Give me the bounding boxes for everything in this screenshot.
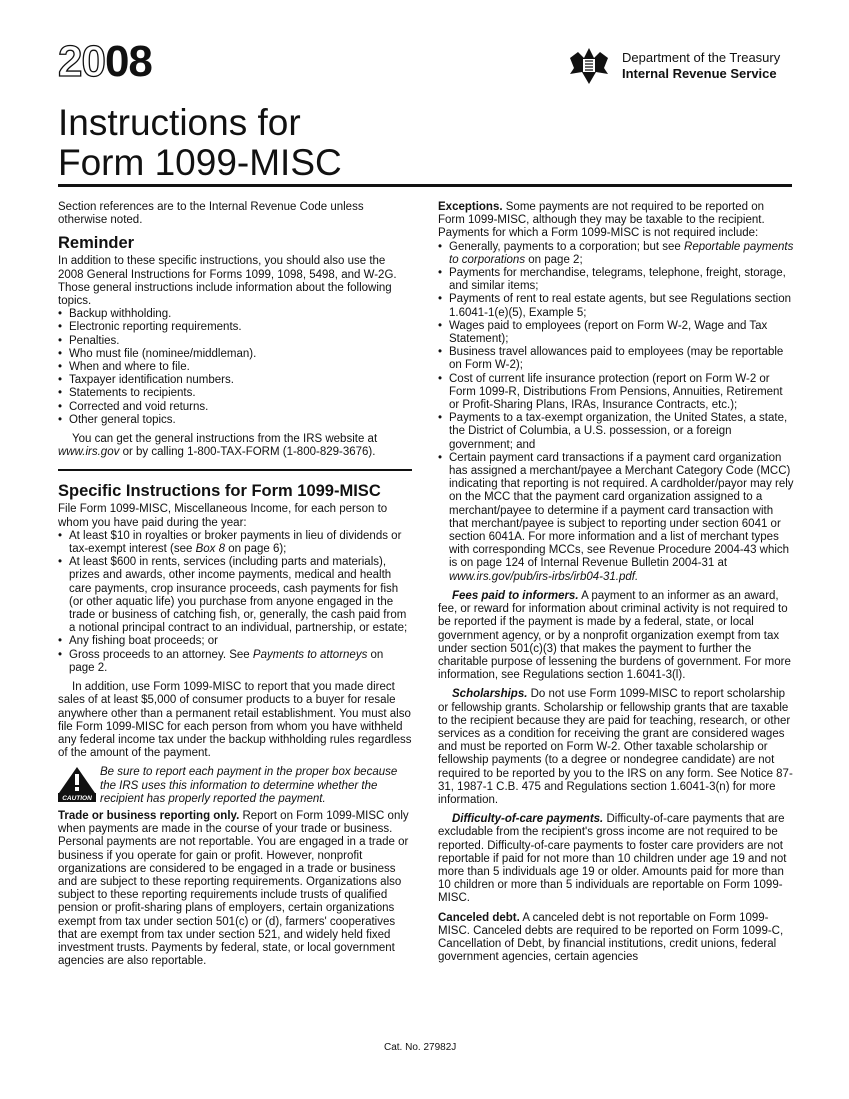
fees-paragraph: Fees paid to informers. A payment to an informer as an award, fee, or reward for information about criminal activity is not required to be reported if the payment is made by a federal, state, or local government agency, or by a nonprofit organization exempt from tax under section 501(c)(3) that makes the payment to further the charitable purpose of lessening the burdens of government. For more information, see Regulations section 1.6041-3(l).	[438, 589, 791, 682]
irs-eagle-logo-icon	[566, 44, 612, 88]
list-item: • Electronic reporting requirements.	[58, 321, 412, 334]
title-rule	[58, 184, 792, 187]
specific-intro: File Form 1099-MISC, Miscellaneous Income, for each person to whom you have paid during the year:	[58, 503, 388, 529]
right-column	[438, 201, 794, 964]
caution-icon	[58, 766, 96, 802]
list-item: • Taxpayer identification numbers.	[58, 374, 412, 387]
form-year: 2008	[58, 37, 152, 86]
addition-paragraph: In addition, use Form 1099-MISC to report that you made direct sales of at least $5,000 of consumer products to a buyer for resale anywhere other than a permanent retail establishment. You must also file Form 1099-MISC for each person from whom you have withheld any federal income tax under the backup withholding rules regardless of the amount of the payment.	[58, 681, 412, 760]
catalog-number: Cat. No. 27982J	[384, 1042, 457, 1053]
list-item: • Certain payment card transactions if a payment card organization has assigned a merchant/payee a Merchant Category Code (MCC) indicating that reporting is not required. A cardholder/payor may rely on the MCC that the payment card organization assigned to a merchant/payee to determine if a payment card transaction with that merchant/payee is subject to reporting under section 6041 or section 6041A. For more information and a list of merchant types with corresponding MCCs, see Revenue Procedure 2004-43 which is on page 124 of Internal Revenue Bulletin 2004-31 at www.irs.gov/pub/irs-irbs/irb04-31.pdf.	[438, 452, 794, 584]
list-item: • At least $10 in royalties or broker payments in lieu of dividends or tax-exempt interest (see Box 8 on page 6);	[58, 530, 412, 556]
list-item: • Who must file (nominee/middleman).	[58, 348, 412, 361]
difficulty-of-care-paragraph: Difficulty-of-care payments. Difficulty-of-care payments that are excludable from the recipient's gross income are not required to be reported. Difficulty-of-care payments to foster care providers are not reportable if paid for not more than 10 children under age 19 and not more than 5 individuals age 19 or older. Amounts paid for more than 10 children or more than 5 individuals are reportable on Form 1099-MISC.	[438, 813, 787, 905]
svg-text:CAUTION: CAUTION	[62, 795, 92, 803]
document-title: Instructions for Form 1099-MISC	[58, 102, 342, 183]
irb-link[interactable]: www.irs.gov/pub/irs-irbs/irb04-31.pdf.	[449, 570, 639, 583]
agency-block	[566, 44, 780, 88]
caution-text: Be sure to report each payment in the proper box because the IRS uses this information to determine whether the recipient has properly reported the payment.	[100, 766, 398, 805]
topics-list	[58, 308, 412, 427]
list-item: • When and where to file.	[58, 361, 412, 374]
list-item: • Any fishing boat proceeds; or	[58, 635, 412, 648]
list-item: • Wages paid to employees (report on Form W-2, Wage and Tax Statement);	[438, 320, 794, 346]
list-item: • Generally, payments to a corporation; but see Reportable payments to corporations on page 2;	[438, 241, 794, 267]
trade-business-paragraph: Trade or business reporting only. Report on Form 1099-MISC only when payments are made in the course of your trade or business. Personal payments are not reportable. You are engaged in a trade or business if you operate for gain or profit. However, nonprofit organizations are considered to be engaged in a trade or business and are subject to these reporting requirements. Organizations also subject to these reporting requirements include trusts of qualified pension or profit-sharing plans of employers, certain organizations exempt from tax under section 501(c) or (d), farmers' cooperatives that are exempt from tax under section 521, and widely held fixed investment trusts. Payments by federal, state, or local government agencies are also reportable.	[58, 809, 409, 968]
reminder-heading: Reminder	[58, 234, 135, 253]
intro-note: Section references are to the Internal Revenue Code unless otherwise noted.	[58, 201, 364, 227]
caution-note	[58, 766, 412, 806]
scholarships-paragraph: Scholarships. Do not use Form 1099-MISC to report scholarship or fellowship grants. Scholarship or fellowship grants that are taxable to the recipient because they are paid for teaching, research, or other services as a condition for receiving the grant are considered wages and must be reported on Form W-2. Other taxable scholarship or fellowship payments (to a degree or nondegree candidate) are not required to be reported by you to the IRS on any form. See Notice 87-31, 1987-1 C.B. 475 and Regulations section 1.6041-3(n) for more information.	[438, 688, 793, 806]
agency-irs: Internal Revenue Service	[622, 66, 777, 81]
list-item: • Business travel allowances paid to employees (may be reportable on Form W-2);	[438, 346, 794, 372]
general-instructions-note: You can get the general instructions from the IRS website at www.irs.gov or by calling 1-800-TAX-FORM (1-800-829-3676).	[58, 433, 378, 459]
agency-dept: Department of the Treasury	[622, 50, 781, 65]
specific-heading: Specific Instructions for Form 1099-MISC	[58, 482, 381, 501]
list-item: • Backup withholding.	[58, 308, 412, 321]
list-item: • At least $600 in rents, services (including parts and materials), prizes and awards, other income payments, medical and health care payments, crop insurance proceeds, cash payments for fish (or other aquatic life) you purchase from anyone engaged in the trade or business of catching fish, or, generally, the cash paid from a notional principal contract to an individual, partnership, or estate;	[58, 556, 412, 635]
exceptions-list	[438, 241, 794, 584]
filing-list	[58, 530, 412, 675]
list-item: • Cost of current life insurance protection (report on Form W-2 or Form 1099-R, Distributions From Pensions, Annuities, Retirement or Profit-Sharing Plans, IRAs, Insurance Contracts, etc.);	[438, 373, 794, 413]
left-column	[58, 201, 412, 968]
list-item: • Other general topics.	[58, 414, 412, 427]
list-item: • Gross proceeds to an attorney. See Payments to attorneys on page 2.	[58, 649, 412, 675]
list-item: • Payments of rent to real estate agents, but see Regulations section 1.6041-1(e)(5), Example 5;	[438, 293, 794, 319]
exceptions-paragraph: Exceptions. Some payments are not required to be reported on Form 1099-MISC, although they may be taxable to the recipient. Payments for which a Form 1099-MISC is not required include:	[438, 201, 765, 240]
list-item: • Statements to recipients.	[58, 387, 412, 400]
canceled-debt-paragraph: Canceled debt. A canceled debt is not reportable on Form 1099-MISC. Canceled debts are required to be reported on Form 1099-C, Cancellation of Debt, by financial institutions, credit unions, federal government agencies, certain agencies	[438, 911, 784, 964]
irs-website-link[interactable]: www.irs.gov	[58, 446, 120, 459]
section-divider	[58, 469, 412, 471]
reminder-text: In addition to these specific instructions, you should also use the 2008 General Instructions for Forms 1099, 1098, 5498, and W-2G. Those general instructions include information about the following topics.	[58, 255, 397, 308]
list-item: • Payments for merchandise, telegrams, telephone, freight, storage, and similar items;	[438, 267, 794, 293]
list-item: • Penalties.	[58, 335, 412, 348]
list-item: • Corrected and void returns.	[58, 401, 412, 414]
list-item: • Payments to a tax-exempt organization, the United States, a state, the District of Columbia, a U.S. possession, or a foreign government; and	[438, 412, 794, 452]
